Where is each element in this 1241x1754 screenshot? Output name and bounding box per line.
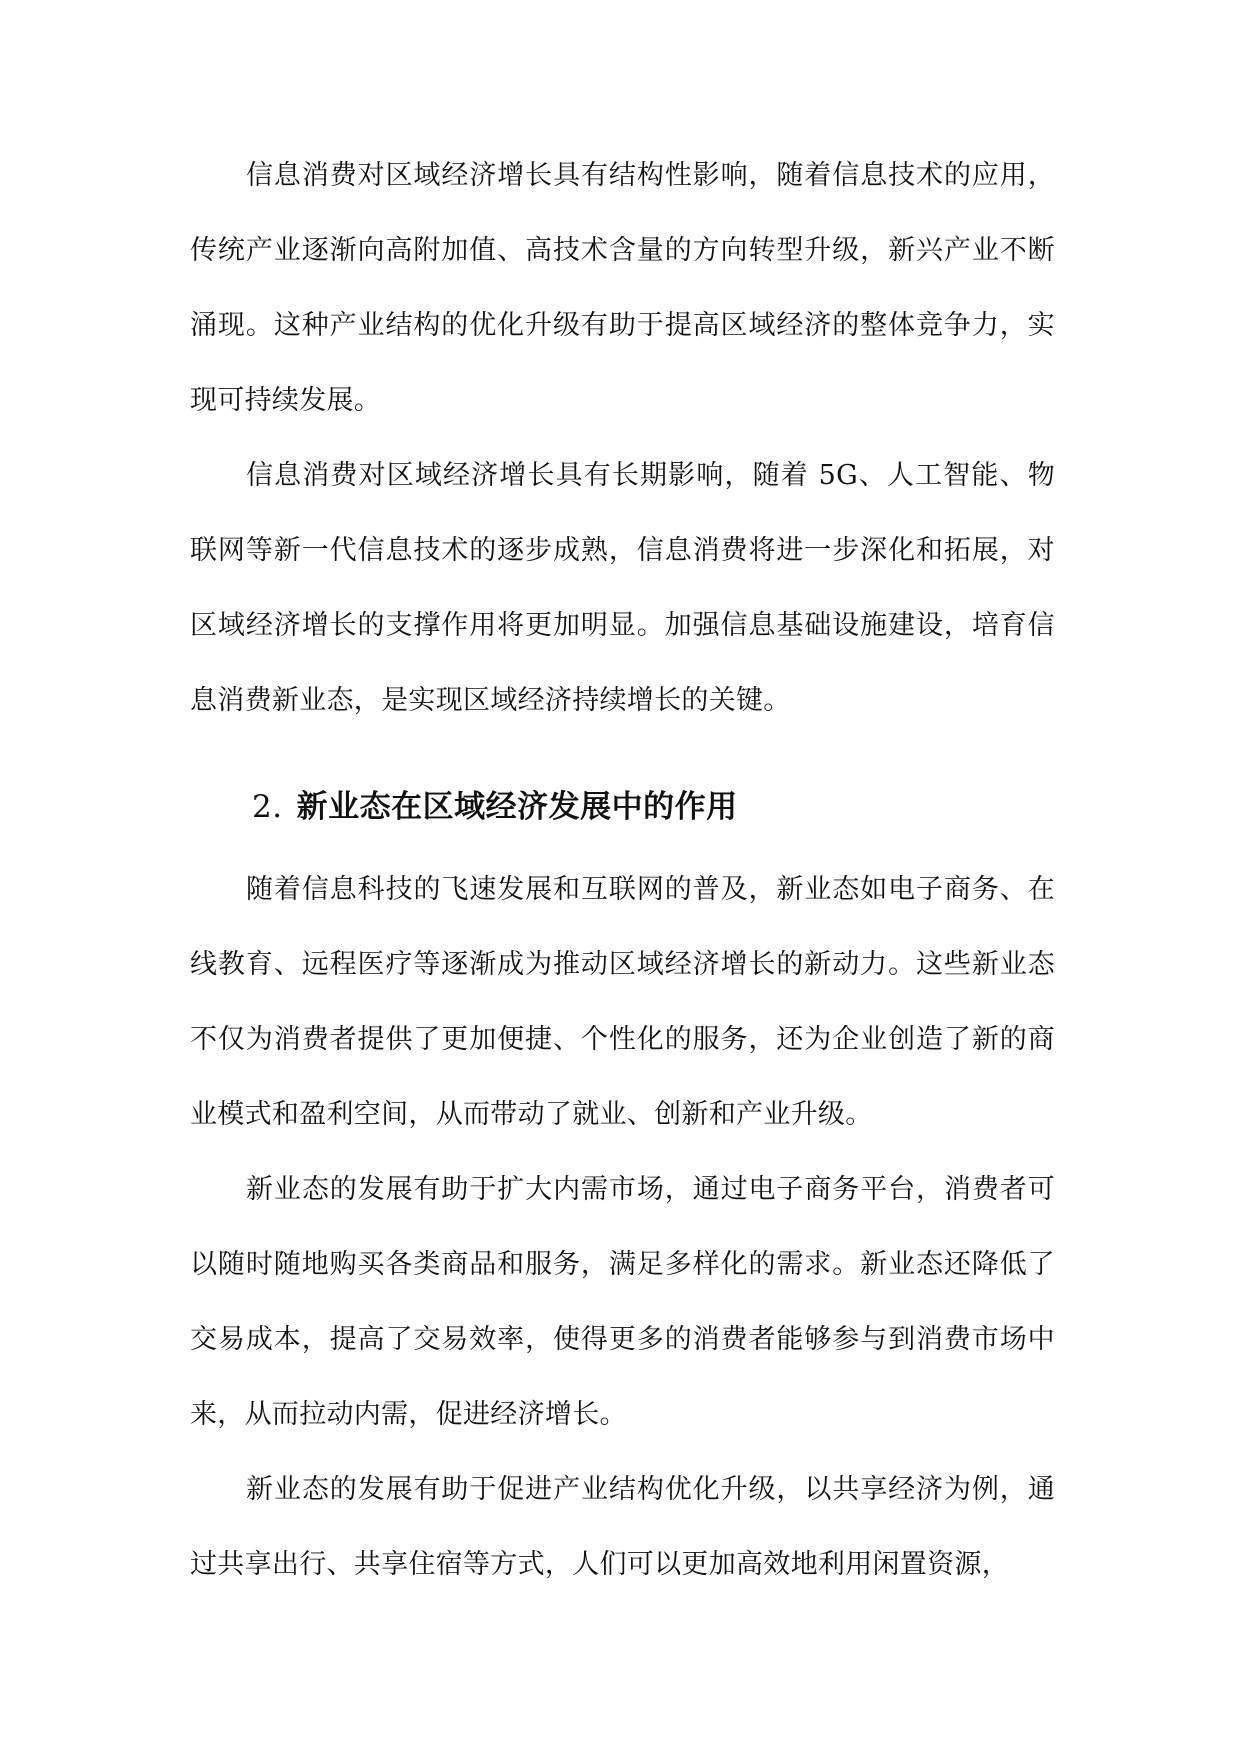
- paragraph-industrial-upgrade: 新业态的发展有助于促进产业结构优化升级，以共享经济为例，通过共享出行、共享住宿等方式，人们可以更加高效地利用闲置资源，: [190, 1474, 1055, 1580]
- section-number: 2.: [252, 789, 283, 825]
- paragraph-domestic-demand: 新业态的发展有助于扩大内需市场，通过电子商务平台，消费者可以随时随地购买各类商品和服务，满足多样化的需求。新业态还降低了交易成本，提高了交易效率，使得更多的消费者能够参与到消费市场中来，从而拉动内需，促进经济增长。: [190, 1174, 1055, 1430]
- section-title: 新业态在区域经济发展中的作用: [296, 789, 738, 825]
- paragraph-structural-impact: 信息消费对区域经济增长具有结构性影响，随着信息技术的应用，传统产业逐渐向高附加值、高技术含量的方向转型升级，新兴产业不断涌现。这种产业结构的优化升级有助于提高区域经济的整体竞争力，实现可持续发展。: [190, 160, 1055, 416]
- section-heading: [190, 787, 1055, 827]
- document-body: [190, 138, 1055, 1602]
- paragraph-new-business-forms: 随着信息科技的飞速发展和互联网的普及，新业态如电子商务、在线教育、远程医疗等逐渐成为推动区域经济增长的新动力。这些新业态不仅为消费者提供了更加便捷、个性化的服务，还为企业创造了新的商业模式和盈利空间，从而带动了就业、创新和产业升级。: [190, 874, 1055, 1130]
- paragraph-long-term-impact: 信息消费对区域经济增长具有长期影响，随着 5G、人工智能、物联网等新一代信息技术的逐步成熟，信息消费将进一步深化和拓展，对区域经济增长的支撑作用将更加明显。加强信息基础设施建设，培育信息消费新业态，是实现区域经济持续增长的关键。: [190, 460, 1055, 716]
